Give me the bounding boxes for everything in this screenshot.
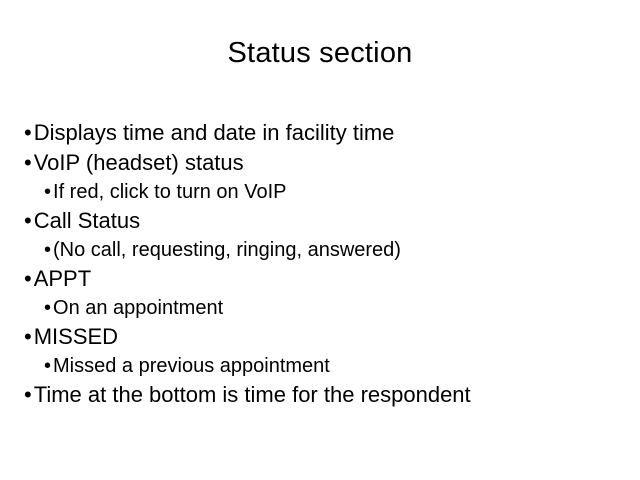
- list-item: [24, 264, 624, 294]
- list-item: [44, 353, 624, 381]
- list-item-label: Missed a previous appointment: [53, 354, 330, 377]
- list-item-label: APPT: [33, 266, 92, 292]
- list-item-label: MISSED: [33, 324, 119, 350]
- list-item: [24, 148, 624, 178]
- list-item-label: Call Status: [33, 208, 141, 234]
- bullet-dot-icon: •: [44, 180, 52, 203]
- list-item: [44, 295, 624, 323]
- bullet-dot-icon: •: [44, 296, 52, 319]
- page-title: Status section: [227, 37, 413, 69]
- bullet-dot-icon: •: [44, 354, 52, 377]
- list-item-label: VoIP (headset) status: [33, 150, 244, 176]
- list-item: [44, 237, 624, 265]
- bullet-list: [24, 118, 624, 411]
- bullet-dot-icon: •: [24, 324, 32, 350]
- bullet-dot-icon: •: [44, 238, 52, 261]
- list-item-label: Displays time and date in facility time: [33, 120, 395, 145]
- bullet-dot-icon: •: [24, 266, 32, 292]
- list-item-label: Time at the bottom is time for the respondent: [33, 382, 471, 408]
- list-item-label: (No call, requesting, ringing, answered): [53, 238, 401, 261]
- bullet-dot-icon: •: [24, 382, 32, 408]
- list-item: [24, 118, 624, 148]
- list-item: [44, 179, 624, 207]
- list-item: [24, 322, 624, 352]
- list-item-label: On an appointment: [53, 296, 224, 319]
- list-item: [24, 380, 624, 410]
- bullet-dot-icon: •: [24, 208, 32, 234]
- list-item-label: If red, click to turn on VoIP: [53, 180, 287, 203]
- bullet-dot-icon: •: [24, 150, 32, 176]
- list-item: [24, 206, 624, 236]
- bullet-dot-icon: •: [24, 120, 32, 145]
